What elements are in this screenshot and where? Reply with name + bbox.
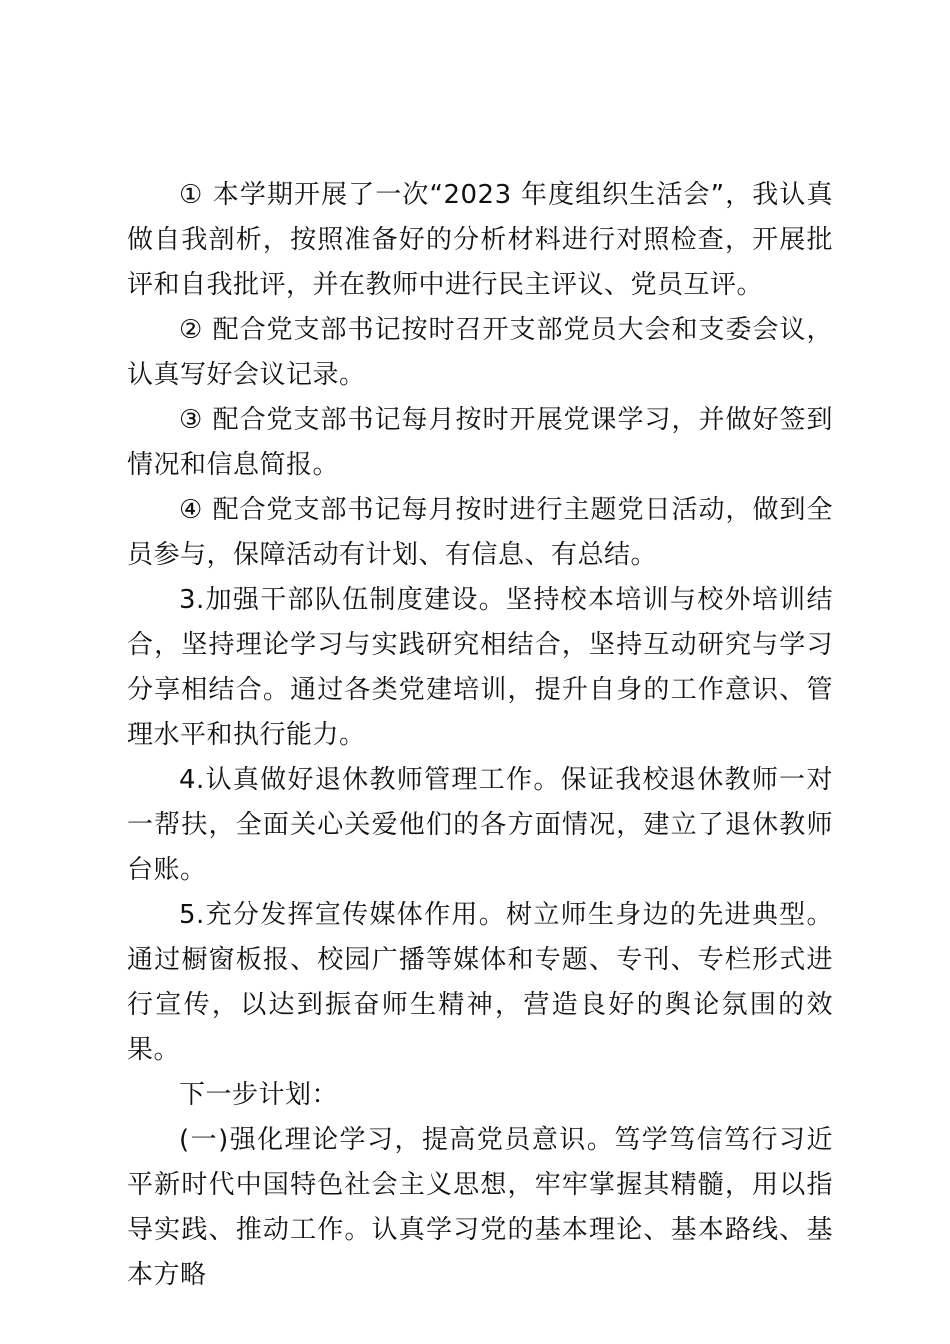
paragraph-section-3: 3.加强干部队伍制度建设。坚持校本培训与校外培训结合，坚持理论学习与实践研究相结合，坚持互动研究与学习分享相结合。通过各类党建培训，提升自身的工作意识、管理水平和执行能力。	[127, 585, 833, 750]
paragraph-section-5: 5.充分发挥宣传媒体作用。树立师生身边的先进典型。通过橱窗板报、校园广播等媒体和专题、专刊、专栏形式进行宣传，以达到振奋师生精神，营造良好的舆论氛围的效果。	[127, 900, 833, 1065]
next-plan-heading: 下一步计划：	[179, 1080, 339, 1110]
document-body	[127, 173, 833, 1298]
paragraph-item-2: ② 配合党支部书记按时召开支部党员大会和支委会议，认真写好会议记录。	[127, 315, 833, 390]
paragraph-item-4: ④ 配合党支部书记每月按时进行主题党日活动，做到全员参与，保障活动有计划、有信息、有总结。	[127, 495, 833, 570]
paragraph-section-4: 4.认真做好退休教师管理工作。保证我校退休教师一对一帮扶，全面关心关爱他们的各方面情况，建立了退休教师台账。	[127, 765, 833, 885]
paragraph-item-3: ③ 配合党支部书记每月按时开展党课学习，并做好签到情况和信息简报。	[127, 405, 833, 480]
paragraph-plan-1: (一)强化理论学习，提高党员意识。笃学笃信笃行习近平新时代中国特色社会主义思想，牢牢掌握其精髓，用以指导实践、推动工作。认真学习党的基本理论、基本路线、基本方略	[127, 1125, 833, 1290]
paragraph-item-1: ① 本学期开展了一次“2023 年度组织生活会”，我认真做自我剖析，按照准备好的分析材料进行对照检查，开展批评和自我批评，并在教师中进行民主评议、党员互评。	[127, 180, 833, 300]
